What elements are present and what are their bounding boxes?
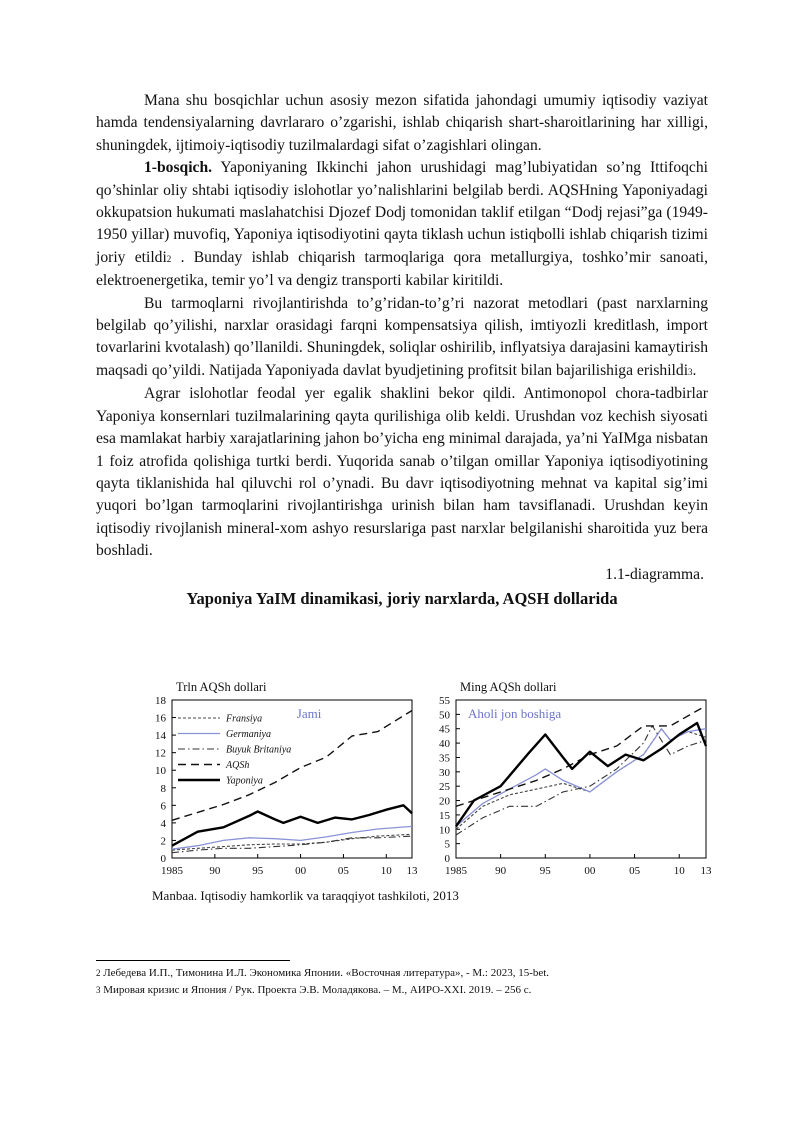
x-tick-label-0-0: 1985 <box>161 865 183 877</box>
paragraph-2-text: Yaponiyaning Ikkinchi jahon urushidagi mag’lubiyatidan so’ng Ittifoqchi qo’shinlar oliy shtabi iqtisodiy islohotlar yo’nalishlarini belgilab berdi. AQSHning Yaponiyadagi okkupatsion hukumati maslahatchisi Djozef Dodj tomonidan taklif etilgan “Dodj rejasi”ga (1949-1950 yillar) muvofiq, Yaponiya iqtisodiyotini qayta tiklash uchun istiqbolli ishlab chiqarish tizimi joriy etildi <box>96 159 708 266</box>
x-tick-label-0-3: 00 <box>295 865 307 877</box>
y-tick-label-0-1: 2 <box>160 835 166 848</box>
gdp-charts <box>140 678 720 908</box>
y-tick-label-0-5: 10 <box>155 765 166 778</box>
paragraph-1: Mana shu bosqichlar uchun asosiy mezon sifatida jahondagi umumiy iqtisodiy vaziyat hamda tendensiyalarning davrlararo o’zgarishi, ishlab chiqarish shart-sharoitlarining har xilligi, shuningdek, ijtimoiy-iqtisodiy tuzilmalardagi sifat o’zagishlari olingan. <box>96 92 708 154</box>
paragraph-3-tail: . <box>692 361 697 379</box>
series-line-0-0 <box>172 834 412 850</box>
stage-heading: 1-bosqich. <box>144 159 213 177</box>
unit-label-0: Trln AQSh dollari <box>176 680 267 694</box>
figure-source: Manbaa. Iqtisodiy hamkorlik va taraqqiyot tashkiloti, 2013 <box>152 888 459 903</box>
y-tick-label-1-2: 10 <box>439 824 450 837</box>
y-tick-label-1-5: 25 <box>439 781 450 794</box>
footnote-ref-2[interactable]: 2 <box>166 253 172 264</box>
footnote-3-text: Мировая кризис и Япония / Рук. Проекта Э.В. Моладякова. – М., АИРО-XXI. 2019. – 256 с. <box>100 984 532 996</box>
paragraph-2 <box>96 157 708 292</box>
x-tick-label-0-6: 13 <box>406 865 418 877</box>
legend-label-4: Yaponiya <box>226 775 263 787</box>
y-tick-label-0-6: 12 <box>155 747 166 760</box>
unit-label-1: Ming AQSh dollari <box>460 680 557 694</box>
legend-label-2: Buyuk Britaniya <box>226 744 292 756</box>
footnote-separator <box>96 960 290 961</box>
y-tick-label-1-6: 30 <box>439 766 450 779</box>
y-tick-label-1-4: 20 <box>439 795 450 808</box>
y-tick-label-0-9: 18 <box>155 695 166 707</box>
y-tick-label-1-9: 45 <box>439 723 450 736</box>
x-tick-label-0-2: 95 <box>252 865 264 877</box>
x-tick-label-1-5: 10 <box>673 865 685 877</box>
legend-label-1: Germaniya <box>226 729 271 740</box>
y-tick-label-1-0: 0 <box>444 853 450 865</box>
plot-frame-1 <box>456 700 706 858</box>
x-tick-label-0-5: 10 <box>380 865 392 877</box>
y-tick-label-1-3: 15 <box>439 809 450 822</box>
legend-label-3: AQSh <box>226 760 250 771</box>
figure-title: Yaponiya YaIM dinamikasi, joriy narxlarda, AQSH dollarida <box>186 588 618 608</box>
x-tick-label-1-0: 1985 <box>445 865 467 877</box>
y-tick-label-0-7: 14 <box>155 730 166 743</box>
x-tick-label-1-2: 95 <box>539 865 551 877</box>
footnote-ref-3[interactable]: 3 <box>688 366 693 377</box>
paragraph-2-tail: . Bunday ishlab chiqarish tarmoqlariga qora metallurgiya, toshko’mir sanoati, elektroenergetika, temir yo’l va dengiz transporti kabilar kiritildi. <box>96 248 709 290</box>
x-tick-label-1-6: 13 <box>700 865 712 877</box>
panel-label-0: Jami <box>296 706 322 721</box>
y-tick-label-1-10: 50 <box>439 709 450 722</box>
y-tick-label-0-4: 8 <box>160 782 166 795</box>
footnote-2-text: Лебедева И.П., Тимонина И.Л. Экономика Японии. «Восточная литература», - М.: 2023, 15-bet. <box>100 967 550 979</box>
x-tick-label-1-1: 90 <box>495 865 507 877</box>
x-tick-label-1-3: 00 <box>584 865 596 877</box>
legend-label-0: Fransiya <box>226 713 263 725</box>
x-tick-label-0-4: 05 <box>337 865 349 877</box>
footnote-3 <box>96 983 531 997</box>
x-tick-label-0-1: 90 <box>209 865 221 877</box>
paragraph-4: Agrar islohotlar feodal yer egalik shaklini bekor qildi. Antimonopol chora-tadbirlar Yaponiya konsernlari tuzilmalarining qayta qurilishiga olib keldi. Urushdan voz kechish siyosati esa mamlakat harbiy xarajatlarining jahon bo’yicha eng minimal darajada, ya’ni YaIMga nisbatan 1 foiz atrofida qolishiga turtki berdi. Yuqorida sanab o’tilgan omillar Yaponiya iqtisodiyotining qayta tiklanishida hal qiluvchi rol o’ynadi. Bu davr iqtisodiyotning mehnat va kapital sig’imi yuqori bo’lgan tarmoqlarini rivojlantirishga urinish bilan ham tavsiflanadi. Urushdan keyin iqtisodiy rivojlanish mineral-xom ashyo resurslariga past narxlar belgilanishi sharoitida yuz bera boshladi. <box>96 385 708 560</box>
footnote-2-number: 2 <box>96 968 101 978</box>
y-tick-label-1-8: 40 <box>439 738 450 751</box>
paragraph-3-text: Bu tarmoqlarni rivojlantirishda to’g’ridan-to’g’ri nazorat metodlari (past narxlarning belgilab qo’yilishi, narxlar orasidagi farqni kompensatsiya qilish, imtiyozli kreditlash, import tovarlarini kvotalash) qo’llanildi. Shuningdek, soliqlar oshirilib, inflyatsiya darajasini kamaytirish maqsadi qo’yildi. Natijada Yaponiyada davlat byudjetining profitsit bilan bajarilishiga erishildi <box>96 294 708 379</box>
panel-label-1: Aholi jon boshiga <box>468 706 562 721</box>
footnote-2 <box>96 966 549 980</box>
paragraph-3 <box>96 293 708 384</box>
series-line-0-3 <box>172 711 412 821</box>
y-tick-label-1-11: 55 <box>439 695 450 707</box>
y-tick-label-0-2: 4 <box>160 817 166 830</box>
y-tick-label-0-0: 0 <box>160 853 166 865</box>
figure-number: 1.1-diagramma. <box>605 565 704 583</box>
y-tick-label-0-3: 6 <box>160 800 166 813</box>
y-tick-label-0-8: 16 <box>155 712 166 725</box>
footnote-3-number: 3 <box>96 985 101 995</box>
y-tick-label-1-7: 35 <box>439 752 450 765</box>
x-tick-label-1-4: 05 <box>629 865 641 877</box>
y-tick-label-1-1: 5 <box>444 838 450 851</box>
document-body <box>96 90 708 610</box>
